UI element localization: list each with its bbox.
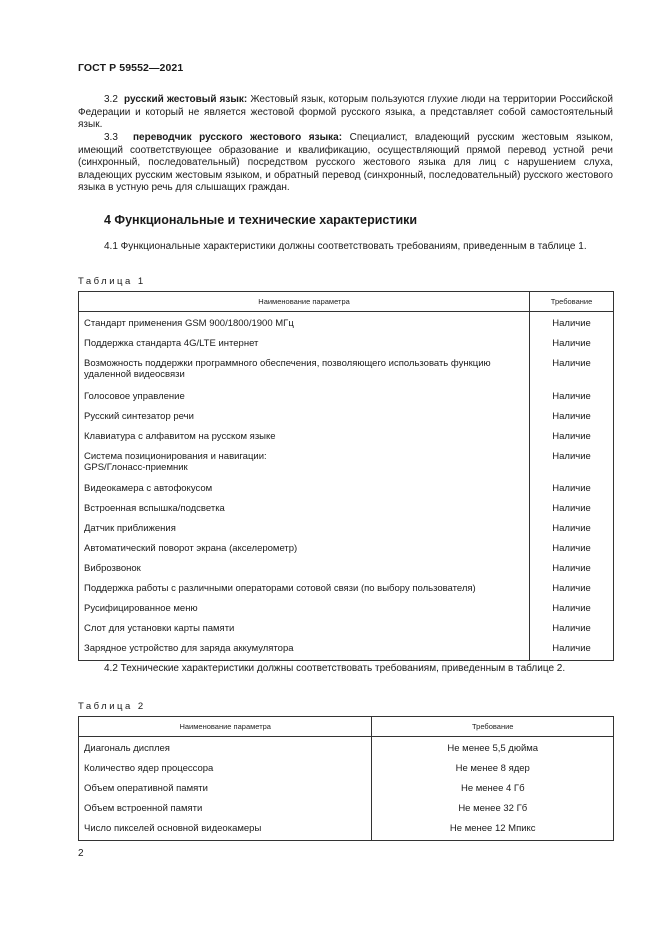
term-3-2 (78, 94, 613, 132)
parameter-cell: Объем оперативной памяти (79, 779, 372, 799)
term-3-2-term: русский жестовый язык: (124, 94, 248, 105)
table-row (79, 779, 614, 799)
parameter-cell: Виброзвонок (79, 559, 530, 579)
parameter-cell: Число пикселей основной видеокамеры (79, 819, 372, 841)
parameter-cell: Стандарт применения GSM 900/1800/1900 МГц (79, 312, 530, 334)
parameter-cell: Диагональ дисплея (79, 737, 372, 759)
table-1-caption: Таблица 1 (78, 276, 146, 287)
term-3-3-definition: Специалист, владеющий русским жестовым языком, имеющий соответствующее образование и квалификацию, осуществляющий прямой перевод устной речи (синхронный, последовательный) посредством русского жестового языка для лиц с нарушением слуха, владеющих русским жестовым языком, и обратный перевод (синхронный, последовательный) русского жестового языка в устную речь для слышащих граждан. (78, 132, 614, 193)
table-row (79, 799, 614, 819)
requirement-cell: Не менее 12 Мпикс (372, 819, 614, 841)
requirement-cell: Не менее 8 ядер (372, 759, 614, 779)
requirement-cell: Наличие (530, 407, 614, 427)
term-3-2-number: 3.2 (104, 94, 118, 105)
term-3-2-definition: Жестовый язык, которым пользуются глухие люди на территории Российской Федерации и который не является жестовой формой русского языка, а представляет собой самостоятельный язык. (78, 94, 614, 130)
requirement-cell: Наличие (530, 579, 614, 599)
document-header: ГОСТ Р 59552—2021 (78, 62, 184, 74)
table-row (79, 519, 614, 539)
term-3-3-term: переводчик русского жестового языка: (133, 132, 343, 143)
section-4-title: 4 Функциональные и технические характеристики (104, 213, 418, 227)
table-1-header-row (79, 292, 614, 312)
table-row (79, 559, 614, 579)
table-row (79, 427, 614, 447)
table-row (79, 499, 614, 519)
term-3-3 (78, 132, 613, 195)
parameter-cell: Слот для установки карты памяти (79, 619, 530, 639)
requirement-cell: Наличие (530, 447, 614, 479)
parameter-cell: Голосовое управление (79, 387, 530, 407)
table-row (79, 579, 614, 599)
table-row (79, 619, 614, 639)
parameter-cell: Видеокамера с автофокусом (79, 479, 530, 499)
table-1 (78, 291, 614, 661)
requirement-cell: Наличие (530, 499, 614, 519)
table-1-header-parameter: Наименование параметра (79, 292, 530, 312)
paragraph-4-2 (78, 663, 613, 676)
parameter-cell: Количество ядер процессора (79, 759, 372, 779)
table-row (79, 407, 614, 427)
parameter-cell: Русский синтезатор речи (79, 407, 530, 427)
table-row (79, 737, 614, 759)
table-row (79, 819, 614, 841)
table-row (79, 312, 614, 334)
page-number: 2 (78, 848, 84, 859)
table-row (79, 387, 614, 407)
requirement-cell: Наличие (530, 479, 614, 499)
table-row (79, 639, 614, 661)
parameter-cell: Клавиатура с алфавитом на русском языке (79, 427, 530, 447)
requirement-cell: Наличие (530, 599, 614, 619)
paragraph-4-2-text: 4.2 Технические характеристики должны соответствовать требованиям, приведенным в таблице 2. (104, 663, 566, 674)
requirement-cell: Наличие (530, 539, 614, 559)
table-2-caption: Таблица 2 (78, 701, 146, 712)
table-row (79, 539, 614, 559)
requirement-cell: Не менее 4 Гб (372, 779, 614, 799)
parameter-cell: Поддержка стандарта 4G/LTE интернет (79, 334, 530, 354)
parameter-cell: Встроенная вспышка/подсветка (79, 499, 530, 519)
table-1-header-requirement: Требование (530, 292, 614, 312)
parameter-cell: Русифицированное меню (79, 599, 530, 619)
table-row (79, 334, 614, 354)
requirement-cell: Наличие (530, 387, 614, 407)
table-row (79, 354, 614, 387)
paragraph-4-1-text: 4.1 Функциональные характеристики должны соответствовать требованиям, приведенным в таблице 1. (104, 241, 587, 252)
table-2-header-requirement: Требование (372, 717, 614, 737)
requirement-cell: Наличие (530, 354, 614, 387)
parameter-cell: Датчик приближения (79, 519, 530, 539)
table-2-header-parameter: Наименование параметра (79, 717, 372, 737)
requirement-cell: Наличие (530, 312, 614, 334)
table-row (79, 599, 614, 619)
requirement-cell: Наличие (530, 559, 614, 579)
paragraph-4-1 (78, 241, 613, 254)
table-2 (78, 716, 614, 841)
requirement-cell: Наличие (530, 427, 614, 447)
requirement-cell: Не менее 32 Гб (372, 799, 614, 819)
parameter-cell: Возможность поддержки программного обеспечения, позволяющего использовать функцию удаленной видеосвязи (79, 354, 530, 387)
requirement-cell: Наличие (530, 334, 614, 354)
parameter-cell: Система позиционирования и навигации: GPS/Глонасс-приемник (79, 447, 530, 479)
table-row (79, 759, 614, 779)
parameter-cell: Поддержка работы с различными операторами сотовой связи (по выбору пользователя) (79, 579, 530, 599)
requirement-cell: Наличие (530, 619, 614, 639)
parameter-cell: Зарядное устройство для заряда аккумулятора (79, 639, 530, 661)
parameter-cell: Автоматический поворот экрана (акселерометр) (79, 539, 530, 559)
requirement-cell: Наличие (530, 519, 614, 539)
table-row (79, 447, 614, 479)
requirement-cell: Не менее 5,5 дюйма (372, 737, 614, 759)
table-row (79, 479, 614, 499)
parameter-cell: Объем встроенной памяти (79, 799, 372, 819)
term-3-3-number: 3.3 (104, 132, 118, 143)
table-2-header-row (79, 717, 614, 737)
requirement-cell: Наличие (530, 639, 614, 661)
